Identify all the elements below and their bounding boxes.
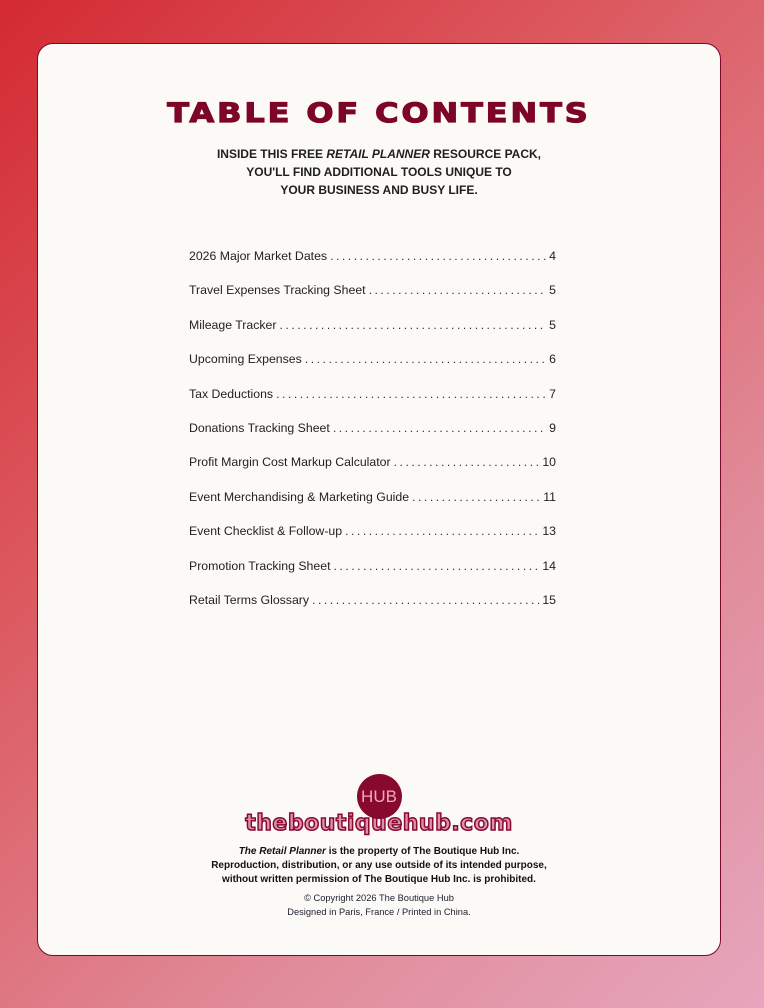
toc-entry[interactable] bbox=[189, 352, 556, 386]
dot-leader bbox=[412, 490, 540, 504]
intro-text-part: RESOURCE PACK, bbox=[429, 147, 542, 161]
dot-leader bbox=[369, 283, 547, 297]
dot-leader bbox=[279, 318, 546, 332]
toc-entry[interactable] bbox=[189, 283, 556, 317]
toc-entry-page: 5 bbox=[549, 317, 556, 332]
toc-entry-page: 15 bbox=[542, 592, 556, 607]
toc-entry[interactable] bbox=[189, 524, 556, 558]
toc-entry-page: 11 bbox=[543, 489, 556, 504]
toc-entry-label: Event Checklist & Follow-up bbox=[189, 524, 343, 539]
toc-entry[interactable] bbox=[189, 455, 556, 489]
toc-entry-label: 2026 Major Market Dates bbox=[189, 249, 328, 263]
toc-list bbox=[189, 249, 556, 627]
legal-line: Reproduction, distribution, or any use outside of its intended purpose, bbox=[211, 860, 547, 871]
intro-text-part: INSIDE THIS FREE bbox=[216, 147, 327, 161]
toc-entry[interactable] bbox=[189, 387, 556, 421]
toc-entry-page: 13 bbox=[542, 524, 556, 539]
toc-entry-page: 5 bbox=[549, 283, 556, 298]
page-title: TABLE OF CONTENTS bbox=[167, 98, 591, 129]
toc-entry-page: 6 bbox=[549, 352, 556, 367]
toc-entry-label: Mileage Tracker bbox=[189, 317, 277, 332]
page-card bbox=[37, 43, 721, 956]
dot-leader bbox=[276, 387, 546, 401]
toc-entry-label: Upcoming Expenses bbox=[189, 352, 302, 367]
dot-leader bbox=[312, 593, 539, 607]
intro-text bbox=[38, 145, 720, 199]
toc-entry-label: Event Merchandising & Marketing Guide bbox=[189, 489, 410, 504]
intro-text-line: YOU'LL FIND ADDITIONAL TOOLS UNIQUE TO bbox=[246, 165, 512, 179]
legal-line: is the property of The Boutique Hub Inc. bbox=[325, 846, 520, 857]
toc-entry-label: Donations Tracking Sheet bbox=[189, 420, 330, 435]
toc-entry-label: Profit Margin Cost Markup Calculator bbox=[189, 455, 391, 470]
website-url[interactable]: theboutiquehub.com bbox=[245, 811, 513, 836]
intro-text-emphasis: RETAIL PLANNER bbox=[326, 147, 430, 161]
copyright: © Copyright 2026 The Boutique Hub bbox=[304, 893, 454, 903]
legal-line: without written permission of The Boutique Hub Inc. is prohibited. bbox=[222, 874, 536, 885]
dot-leader bbox=[345, 524, 539, 538]
toc-entry-page: 10 bbox=[542, 455, 556, 470]
toc-entry-label: Travel Expenses Tracking Sheet bbox=[189, 283, 366, 298]
toc-entry-label: Tax Deductions bbox=[189, 386, 274, 401]
legal-emphasis: The Retail Planner bbox=[238, 846, 326, 857]
toc-entry[interactable] bbox=[189, 559, 556, 593]
toc-entry[interactable] bbox=[189, 593, 556, 627]
toc-entry-page: 7 bbox=[549, 386, 556, 401]
toc-entry[interactable] bbox=[189, 249, 556, 283]
toc-entry[interactable] bbox=[189, 318, 556, 352]
dot-leader bbox=[305, 352, 546, 366]
dot-leader bbox=[334, 559, 540, 573]
toc-entry-page: 4 bbox=[549, 249, 556, 263]
hub-badge: HUB bbox=[357, 774, 402, 819]
toc-entry[interactable] bbox=[189, 490, 556, 524]
toc-entry[interactable] bbox=[189, 421, 556, 455]
designed-in: Designed in Paris, France / Printed in China. bbox=[287, 907, 471, 917]
dot-leader bbox=[333, 421, 546, 435]
dot-leader bbox=[394, 455, 540, 469]
toc-entry-page: 14 bbox=[542, 558, 556, 573]
intro-text-line: YOUR BUSINESS AND BUSY LIFE. bbox=[280, 183, 478, 197]
copyright-block bbox=[38, 891, 720, 919]
dot-leader bbox=[330, 249, 546, 263]
toc-entry-page: 9 bbox=[549, 420, 556, 435]
logo bbox=[38, 774, 720, 836]
toc-entry-label: Retail Terms Glossary bbox=[189, 592, 310, 607]
toc-entry-label: Promotion Tracking Sheet bbox=[189, 558, 331, 573]
legal-notice bbox=[38, 845, 720, 887]
